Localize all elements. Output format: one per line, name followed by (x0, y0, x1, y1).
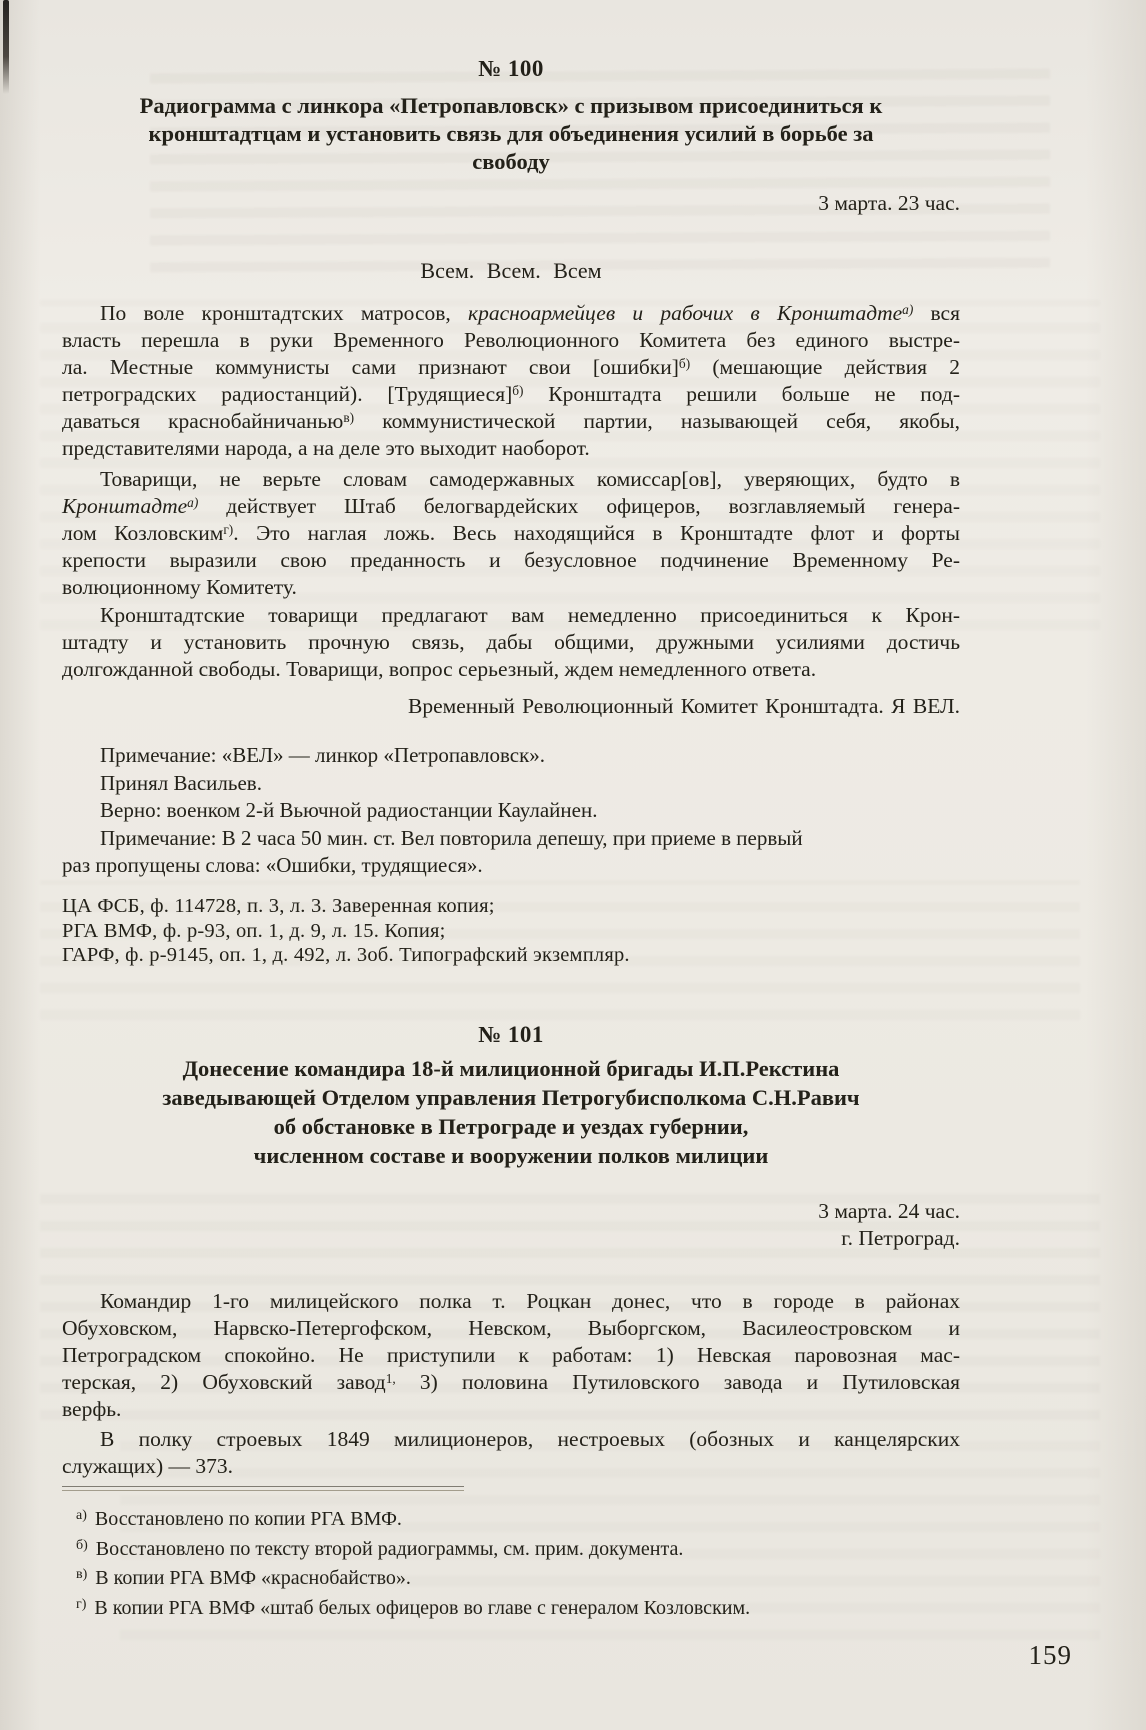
note-received-by: Принял Васильев. (100, 770, 262, 795)
footnote-a (62, 1506, 960, 1536)
doc101-title: Донесение командира 18-й милиционной бригады И.П.Рекстина заведывающей Отделом управления Петрогубисполкома С.Н.Равич об обстановке в Петрограде и уездах губернии, численном составе и вооружении полков милиции (162, 1056, 860, 1168)
footnote-g (62, 1595, 960, 1625)
note-vel: Примечание: «ВЕЛ» — линкор «Петропавловск». (100, 743, 546, 767)
doc101-place: г. Петроград. (841, 1226, 960, 1250)
note-repeat-line2: раз пропущены слова: «Ошибки, трудящиеся». (62, 853, 483, 877)
footnote-b-text: Восстановлено по тексту второй радиограммы, см. прим. документа. (95, 1537, 684, 1560)
scan-edge-artifact (3, 0, 9, 94)
doc100-title: Радиограмма с линкора «Петропавловск» с призывом присоединиться к кронштадтцам и установить связь для объединения усилий в борьбе за свободу (139, 93, 883, 174)
footnote-b-marker: б) (76, 1537, 88, 1553)
page-number: 159 (1028, 1640, 1072, 1670)
note-repeat-line1: Примечание: В 2 часа 50 мин. ст. Вел повторила депешу, при приеме в первый (100, 825, 803, 850)
footnote-a-marker: а) (76, 1508, 87, 1523)
doc100-paragraph-2: Товарищи, не верьте словам самодержавных комиссар[ов], уверяющих, будто в Кронштадте$^{а)}$ действует Штаб белогвардейских офицеров, возглавляемый генера- лом Козловским$^{г)}$. Это наглая ложь. Весь находящийся в Кронштадте флот и форты крепости выразили свою преданность и безусловное подчинение Временному Ре- волюционному Комитету. (62, 467, 960, 599)
doc100-notes (62, 742, 960, 880)
doc100-paragraph-1: По воле кронштадтских матросов, красноармейцев и рабочих в Кронштадте$^{а)}$ вся власть перешла в руки Временного Революционного Комитета без единого выстре- ла. Местные коммунисты сами признают свои [ошибки]$^{б)}$ (мешающие действия 2 петроградских радиостанций). [Трудящиеся]$^{б)}$ Кронштадта решили больше не под- даваться краснобайничанью$^{в)}$ коммунистической партии, называющей себя, якобы, представителями народа, а на деле это выходит наоборот. (62, 301, 961, 460)
doc101-paragraph-2: В полку строевых 1849 милиционеров, нестроевых (обозных и канцелярских служащих) — 373. (62, 1427, 960, 1478)
footnote-v (62, 1565, 960, 1595)
footnote-v-marker: в) (76, 1567, 88, 1582)
doc101-dateline (62, 1198, 960, 1252)
footnote-a-text: Восстановлено по копии РГА ВМФ. (94, 1508, 402, 1530)
doc100-archive-references: ЦА ФСБ, ф. 114728, п. 3, л. 3. Заверенная копия; РГА ВМФ, ф. р-93, оп. 1, д. 9, л. 15. Копия; ГАРФ, ф. р-9145, оп. 1, д. 492, л. 3об. Типографский экземпляр. (62, 895, 630, 966)
doc101-number: № 101 (478, 1022, 544, 1047)
doc100-dateline: 3 марта. 23 час. (818, 191, 960, 215)
doc100-signature: Временный Революционный Комитет Кронштадта. Я ВЕЛ. (408, 694, 960, 718)
doc100-salutation: Всем. Всем. Всем (420, 258, 602, 283)
footnote-v-text: В копии РГА ВМФ «краснобайство». (95, 1567, 411, 1589)
footnote-g-marker: г) (76, 1596, 87, 1612)
footnote-b (62, 1536, 960, 1566)
doc100-number: № 100 (478, 56, 544, 81)
footnotes-block (62, 1506, 960, 1624)
doc101-paragraph-1: Командир 1-го милицейского полка т. Роцкан донес, что в городе в районах Обуховском, Нарвско-Петергофском, Невском, Выборгском, Василеостровском и Петроградском спокойно. Не приступили к работам: 1) Невская паровозная мас- терская, 2) Обуховский завод$^{1,}$ 3) половина Путиловского завода и Путиловская верфь. (62, 1289, 960, 1421)
note-certified-by: Верно: военком 2-й Вьючной радиостанции Каулайнен. (100, 798, 598, 822)
footnote-g-text: В копии РГА ВМФ «штаб белых офицеров во главе с генералом Козловским. (94, 1596, 751, 1619)
footnote-separator-rule (62, 1486, 464, 1491)
doc101-date: 3 марта. 24 час. (818, 1199, 960, 1223)
doc100-paragraph-3: Кронштадтские товарищи предлагают вам немедленно присоединиться к Крон- штадту и установить прочную связь, дабы общими, дружными усилиями достичь долгожданной свободы. Товарищи, вопрос серьезный, ждем немедленного ответа. (62, 603, 960, 681)
